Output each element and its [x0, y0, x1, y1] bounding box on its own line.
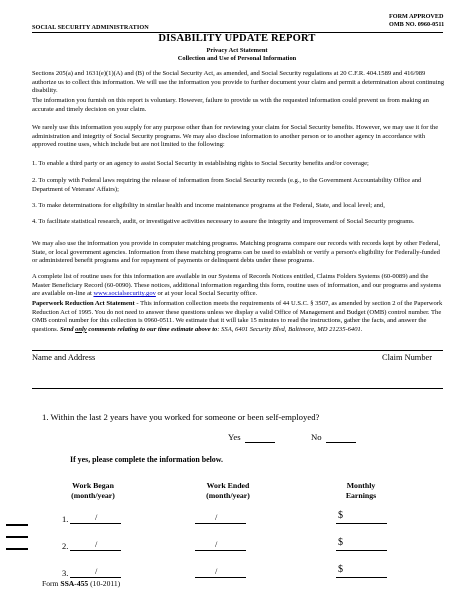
name-field-top-rule: [32, 350, 443, 351]
monthly-earnings-sub: Earnings: [345, 491, 377, 500]
row-3-earnings-field[interactable]: [336, 577, 387, 578]
margin-mark-3: [6, 548, 28, 550]
question-1-text: 1. Within the last 2 years have you worked for someone or been self-employed?: [42, 412, 320, 422]
footer-form-date: (10-2011): [88, 579, 121, 588]
row-2-label: 2.: [62, 541, 69, 551]
work-began-header: [58, 481, 128, 501]
row-1-began-slash: /: [95, 512, 98, 522]
pra-send: Send: [60, 325, 76, 333]
row-1-earnings-field[interactable]: [336, 523, 387, 524]
row-2-earnings-field[interactable]: [336, 550, 387, 551]
yes-answer-line[interactable]: [245, 442, 275, 443]
notices-text: A complete list of routine uses for this information are available in our Systems of Records Notices entitled, Claims Folders Systems (60-0089) and the Master Beneficiary Record (60-0090). These notices, additional information regarding this form, routine uses of information, and our programs and systems are available on-line at: [32, 273, 442, 298]
row-3-dollar-sign: $: [338, 564, 343, 575]
row-2-work-ended-field[interactable]: [195, 550, 246, 551]
name-address-input[interactable]: [32, 364, 362, 386]
row-3-label: 3.: [62, 568, 69, 578]
omb-block: [389, 13, 444, 29]
claim-number-label: Claim Number: [382, 353, 433, 362]
row-2-ended-slash: /: [215, 539, 218, 549]
omb-number: OMB NO. 0960-0511: [389, 21, 445, 28]
footer-prefix: Form: [42, 579, 61, 588]
routine-use-3: 3. To make determinations for eligibility in similar health and income maintenance programs at the Federal, State, and local level; and,: [32, 202, 385, 209]
ssa-website-link[interactable]: www.socialsecurity.gov: [93, 290, 156, 298]
row-2-work-began-field[interactable]: [70, 550, 121, 551]
no-label: No: [311, 432, 322, 442]
privacy-heading: Privacy Act Statement: [206, 47, 268, 54]
row-3-work-ended-field[interactable]: [195, 577, 246, 578]
margin-mark-2: [6, 536, 28, 538]
row-3-ended-slash: /: [215, 566, 218, 576]
row-1-work-ended-field[interactable]: [195, 523, 246, 524]
work-instruction: If yes, please complete the information below.: [70, 455, 223, 464]
privacy-paragraph-authority: Sections 205(a) and 1631(e)(1)(A) and (B) of the Social Security Act, as amended, and Social Security regulations at 20 C.F.R. 404.1589 and 416/989 authorize us to collect this information. We will use the information you provide to further document your claim and permit a determination about continuing disability.: [32, 70, 445, 95]
footer-form-number: SSA-455: [60, 579, 89, 588]
monthly-earnings-header: [326, 481, 396, 501]
routine-use-2: 2. To comply with Federal laws requiring the release of information from Social Security records (e.g., to the Government Accountability Office and Department of Veterans' Affairs);: [32, 177, 422, 193]
row-2-began-slash: /: [95, 539, 98, 549]
name-field-bottom-rule: [32, 388, 443, 389]
pra-text: - This information collection meets the requirements of 44 U.S.C. § 3507, as amended by section 2 of the Paperwork Reduction Act of 1995. You do not need to answer these questions unless we display a valid Office of Management and Budget (OMB) control number. The OMB control number for this collection is 0960-0511. We estimate that it will take 15 minutes to read the instructions, gather the facts, and answer the questions.: [32, 300, 443, 333]
margin-mark-1: [6, 524, 28, 526]
work-ended-header: [193, 481, 263, 501]
row-3-work-began-field[interactable]: [70, 577, 121, 578]
row-1-work-began-field[interactable]: [70, 523, 121, 524]
form-approved-label: FORM APPROVED: [389, 13, 444, 20]
form-id-footer: [42, 579, 120, 588]
work-began-format: (month/year): [71, 491, 115, 500]
monthly-earnings-title: Monthly: [346, 481, 376, 490]
page-title: DISABILITY UPDATE REPORT: [158, 33, 316, 44]
privacy-paragraph-voluntary: The information you furnish on this report is voluntary. However, failure to provide us with the requested information could prevent us from making an accurate and timely decision on your claim.: [32, 97, 429, 113]
privacy-paragraph-uses: We rarely use this information you supply for any purpose other than for reviewing your claim for Social Security benefits. However, we may use it for the administration and integrity of Social Security programs. We may also disclose information to another person or to another agency in accordance with approved routine uses, which include but are not limited to the following:: [32, 124, 439, 149]
paperwork-reduction-statement: [32, 300, 446, 334]
row-3-began-slash: /: [95, 566, 98, 576]
pra-label: Paperwork Reduction Act Statement: [32, 300, 135, 307]
yes-label: Yes: [228, 432, 241, 442]
row-1-dollar-sign: $: [338, 510, 343, 521]
pra-address: : SSA, 6401 Security Blvd, Baltimore, MD 21235-6401.: [217, 325, 363, 333]
pra-send-rest: comments relating to our time estimate above to: [86, 325, 218, 333]
work-began-title: Work Began: [72, 481, 114, 490]
claim-number-input[interactable]: [382, 364, 444, 386]
pra-only: only: [75, 325, 87, 333]
work-ended-title: Work Ended: [206, 481, 250, 490]
privacy-subheading: Collection and Use of Personal Information: [177, 55, 297, 62]
agency-name: SOCIAL SECURITY ADMINISTRATION: [32, 24, 149, 31]
name-address-label: Name and Address: [32, 353, 96, 362]
row-2-dollar-sign: $: [338, 537, 343, 548]
row-1-ended-slash: /: [215, 512, 218, 522]
privacy-paragraph-notices: [32, 273, 446, 299]
no-answer-line[interactable]: [326, 442, 356, 443]
routine-use-1: 1. To enable a third party or an agency to assist Social Security in establishing rights to Social Security benefits and/or coverage;: [32, 160, 369, 167]
privacy-paragraph-matching: We may also use the information you provide in computer matching programs. Matching programs compare our records with records kept by other Federal, State, or local government agencies. Information from these matching programs can be used to establish or verify a person's eligibility for Federally-funded or administered benefit programs and for repayment of payments or delinquent debts under these programs.: [32, 240, 441, 265]
routine-use-4: 4. To facilitate statistical research, audit, or investigative activities necessary to assure the integrity and improvement of Social Security programs.: [32, 218, 415, 225]
work-ended-format: (month/year): [206, 491, 250, 500]
row-1-label: 1.: [62, 514, 69, 524]
notices-text-end: or at your local Social Security office.: [155, 290, 258, 298]
